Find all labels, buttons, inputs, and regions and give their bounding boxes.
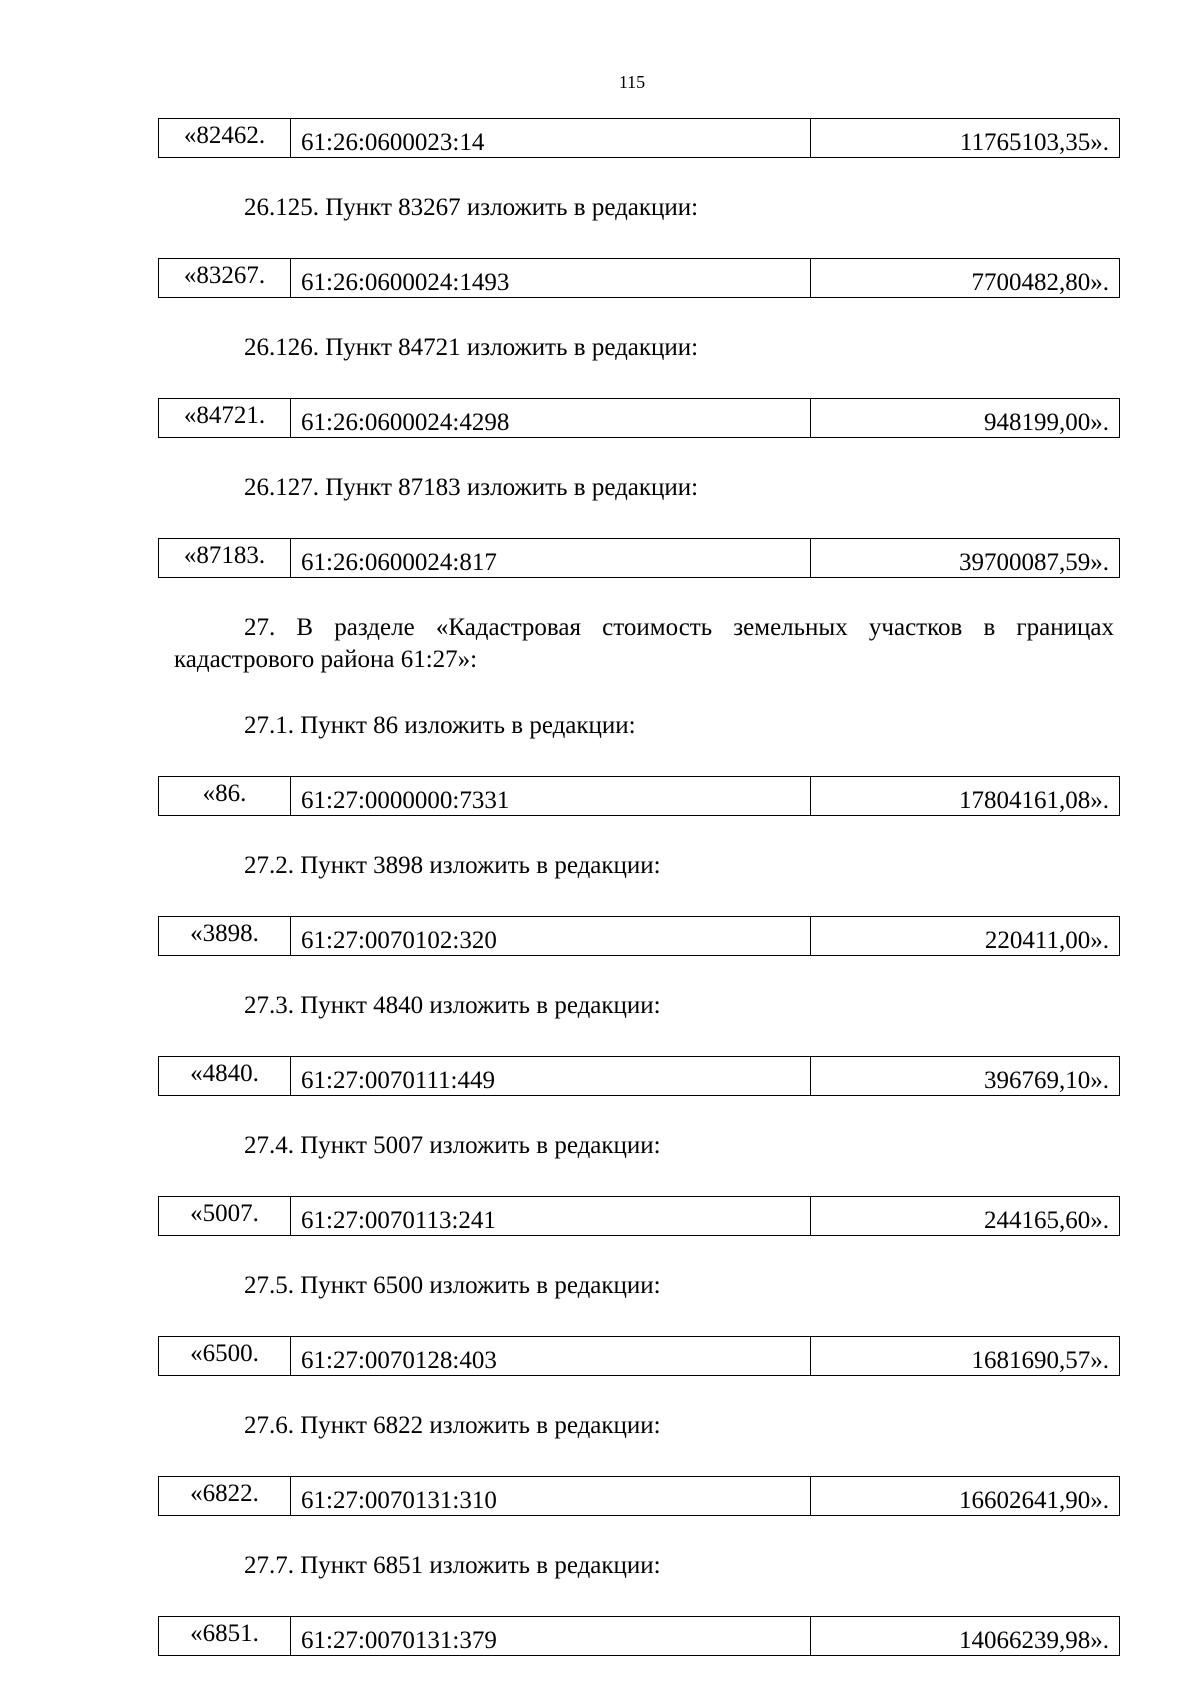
cadastral-value-cell: 220411,00».	[984, 927, 1109, 954]
table-row	[158, 916, 1120, 956]
table-row	[158, 398, 1120, 438]
item-number-cell: «4840.	[159, 1057, 291, 1095]
cadastral-value-cell: 1681690,57».	[971, 1347, 1109, 1374]
section-paragraph: 27. В разделе «Кадастровая стоимость земельных участков в границах кадастрового района 61:27»:	[174, 614, 1114, 673]
table-row	[158, 118, 1120, 158]
table-row	[158, 1056, 1120, 1096]
cadastral-number-cell: 61:26:0600024:1493	[291, 259, 811, 297]
cadastral-value-cell: 244165,60».	[984, 1207, 1109, 1234]
table-row	[158, 538, 1120, 578]
item-number-cell: «82462.	[159, 119, 291, 157]
item-number-cell: «87183.	[159, 539, 291, 577]
cadastral-value-cell: 7700482,80».	[971, 269, 1109, 296]
cadastral-value-cell: 16602641,90».	[959, 1487, 1109, 1514]
cadastral-number-cell: 61:27:0070113:241	[291, 1197, 811, 1235]
instruction-paragraph: 26.126. Пункт 84721 изложить в редакции:	[244, 334, 699, 361]
item-number-cell: «6822.	[159, 1477, 291, 1515]
instruction-paragraph: 27.2. Пункт 3898 изложить в редакции:	[244, 852, 661, 879]
instruction-paragraph: 26.127. Пункт 87183 изложить в редакции:	[244, 474, 699, 501]
cadastral-number-cell: 61:26:0600024:4298	[291, 399, 811, 437]
cadastral-value-cell: 11765103,35».	[959, 129, 1109, 156]
cadastral-number-cell: 61:27:0070111:449	[291, 1057, 811, 1095]
cadastral-number-cell: 61:27:0000000:7331	[291, 777, 811, 815]
instruction-paragraph: 27.3. Пункт 4840 изложить в редакции:	[244, 992, 661, 1019]
table-row	[158, 776, 1120, 816]
cadastral-value-cell: 396769,10».	[984, 1067, 1109, 1094]
cadastral-value-cell: 14066239,98».	[959, 1627, 1109, 1654]
instruction-paragraph: 26.125. Пункт 83267 изложить в редакции:	[244, 194, 699, 221]
cadastral-value-cell: 17804161,08».	[959, 787, 1109, 814]
cadastral-number-cell: 61:26:0600023:14	[291, 119, 811, 157]
cadastral-number-cell: 61:26:0600024:817	[291, 539, 811, 577]
instruction-paragraph: 27.1. Пункт 86 изложить в редакции:	[244, 712, 636, 739]
cadastral-value-cell: 39700087,59».	[959, 549, 1109, 576]
table-row	[158, 1196, 1120, 1236]
cadastral-number-cell: 61:27:0070131:379	[291, 1617, 811, 1655]
item-number-cell: «6851.	[159, 1617, 291, 1655]
item-number-cell: «83267.	[159, 259, 291, 297]
page-number: 115	[618, 72, 646, 92]
item-number-cell: «84721.	[159, 399, 291, 437]
table-row	[158, 258, 1120, 298]
instruction-paragraph: 27.7. Пункт 6851 изложить в редакции:	[244, 1552, 661, 1579]
instruction-paragraph: 27.4. Пункт 5007 изложить в редакции:	[244, 1132, 661, 1159]
cadastral-number-cell: 61:27:0070131:310	[291, 1477, 811, 1515]
cadastral-number-cell: 61:27:0070102:320	[291, 917, 811, 955]
cadastral-value-cell: 948199,00».	[984, 409, 1109, 436]
item-number-cell: «86.	[159, 777, 291, 815]
item-number-cell: «5007.	[159, 1197, 291, 1235]
cadastral-number-cell: 61:27:0070128:403	[291, 1337, 811, 1375]
table-row	[158, 1616, 1120, 1656]
item-number-cell: «6500.	[159, 1337, 291, 1375]
table-row	[158, 1336, 1120, 1376]
document-body	[158, 118, 1120, 1656]
item-number-cell: «3898.	[159, 917, 291, 955]
table-row	[158, 1476, 1120, 1516]
instruction-paragraph: 27.6. Пункт 6822 изложить в редакции:	[244, 1412, 661, 1439]
instruction-paragraph: 27.5. Пункт 6500 изложить в редакции:	[244, 1272, 661, 1299]
